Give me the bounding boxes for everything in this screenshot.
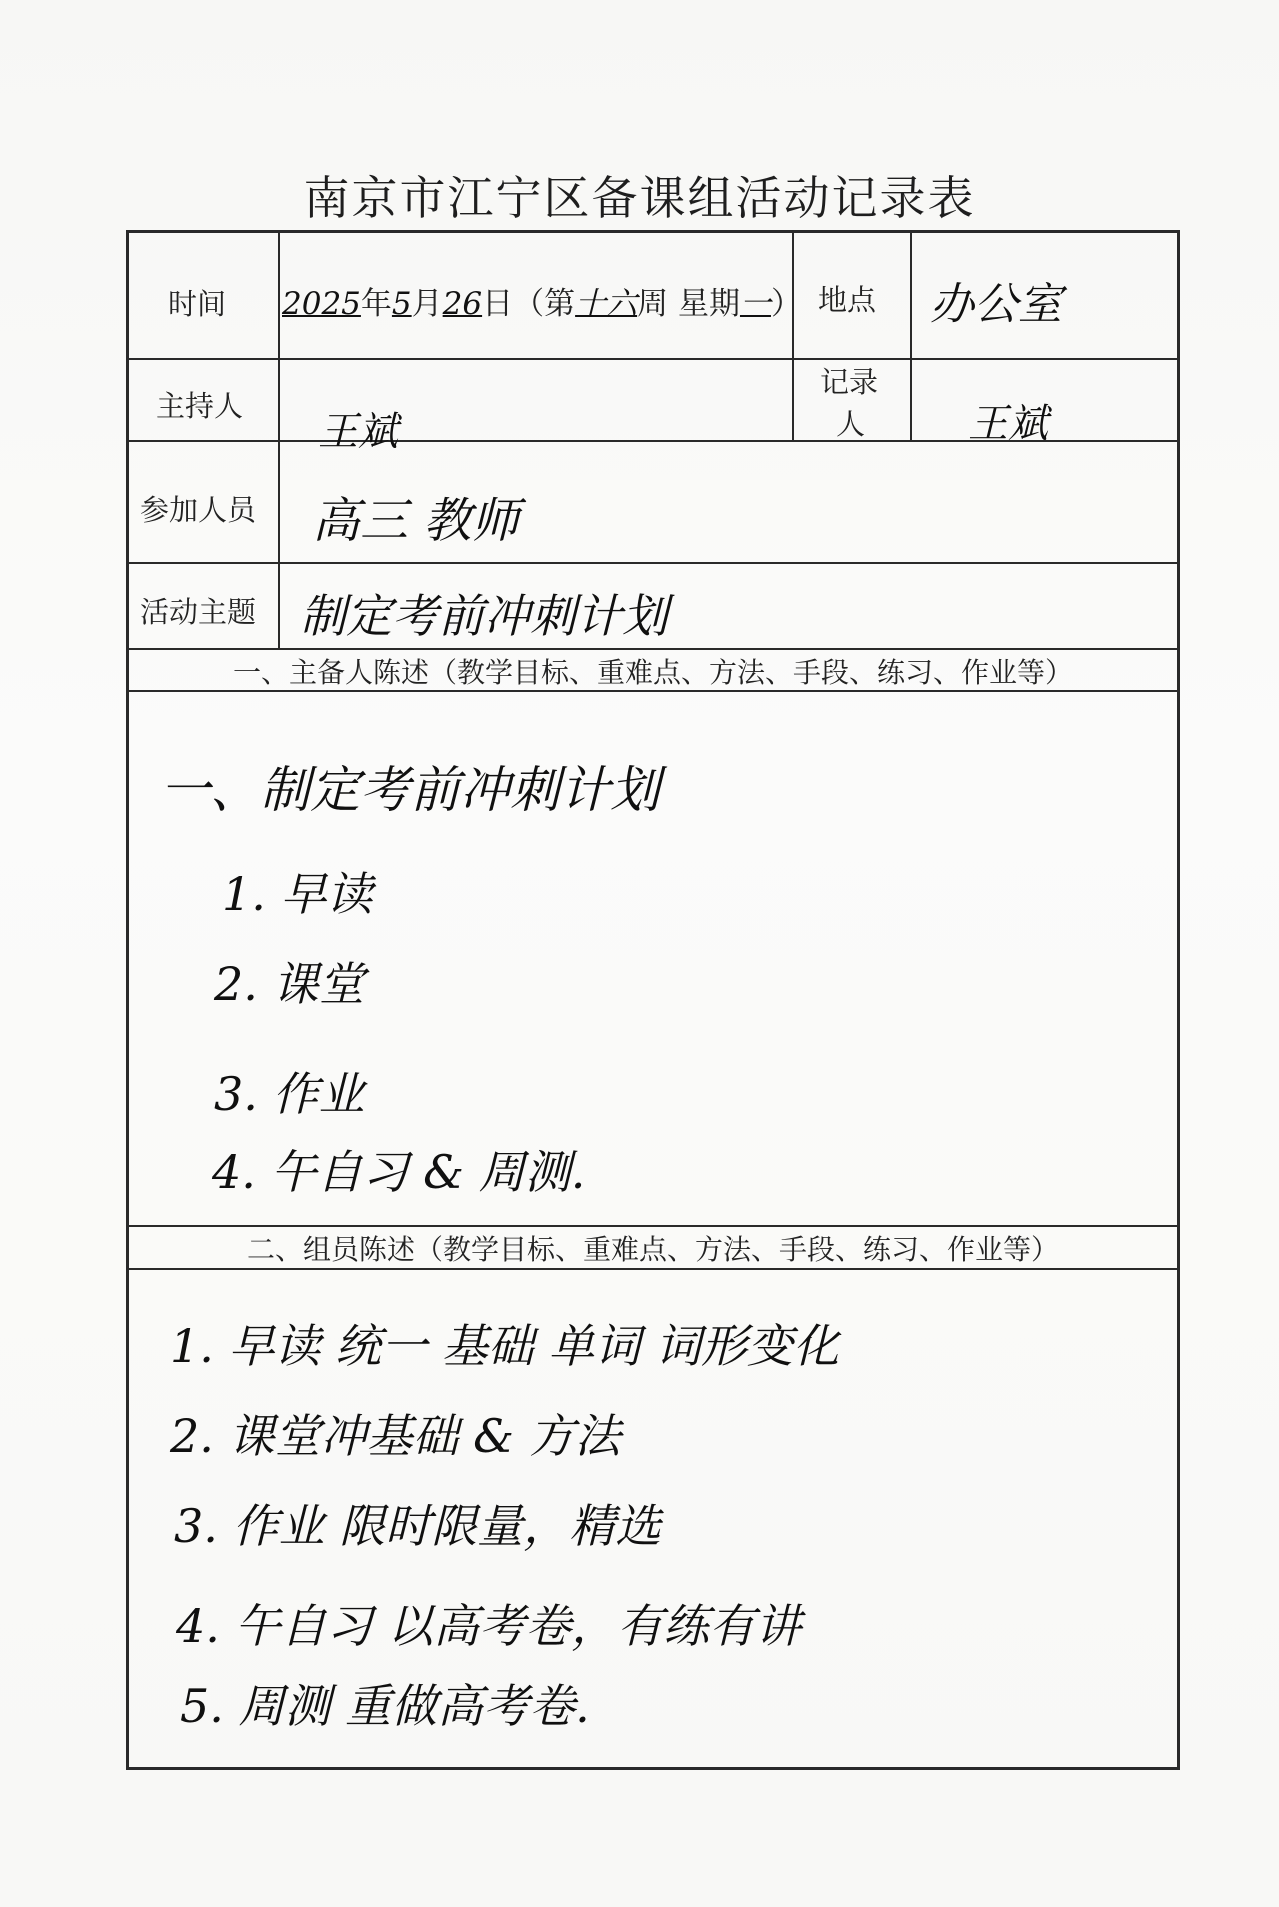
date-close: ） (770, 286, 802, 322)
recorder-label-line2: 人 (836, 407, 866, 441)
recorder-label-line1: 记录 (820, 365, 879, 399)
date-day: 26 (442, 286, 483, 322)
participants-label: 参加人员 (140, 493, 257, 527)
section2-item: 5. 周测 重做高考卷. (180, 1679, 590, 1733)
column-divider (278, 230, 280, 648)
section2-item: 3. 作业 限时限量，精选 (174, 1499, 662, 1553)
column-divider (792, 230, 794, 440)
date-year: 2025 (282, 286, 361, 322)
recorder-value: 王斌 (968, 401, 1048, 447)
form-title: 南京市江宁区备课组活动记录表 (303, 171, 976, 225)
row-divider (126, 562, 1180, 564)
location-value: 办公室 (930, 279, 1062, 330)
date-month-suffix: 月 (411, 286, 443, 322)
participants-value: 高三 教师 (312, 493, 520, 549)
section1-item: 2. 课堂 (214, 957, 365, 1011)
section2-item: 4. 午自习 以高考卷，有练有讲 (176, 1599, 802, 1653)
topic-label: 活动主题 (140, 595, 257, 629)
row-divider (126, 648, 1180, 650)
section1-item: 1. 早读 (222, 867, 373, 921)
section2-heading: 二、组员陈述（教学目标、重难点、方法、手段、练习、作业等） (246, 1233, 1059, 1266)
row-divider (126, 1268, 1180, 1270)
date-day-suffix: 日（第 (482, 286, 576, 322)
host-label: 主持人 (156, 389, 244, 423)
date-year-suffix: 年 (360, 286, 392, 322)
row-divider (126, 1225, 1180, 1227)
topic-value: 制定考前冲刺计划 (300, 589, 668, 643)
section1-heading: 一、主备人陈述（教学目标、重难点、方法、手段、练习、作业等） (232, 656, 1073, 689)
host-value: 王斌 (318, 409, 398, 455)
section1-item: 3. 作业 (214, 1067, 365, 1121)
date-month: 5 (391, 286, 412, 322)
section1-item: 4. 午自习 & 周测. (212, 1145, 586, 1199)
date-week-suffix: 周 星期 (637, 286, 740, 322)
date-weekday: 一 (739, 286, 771, 322)
time-label: 时间 (168, 287, 227, 321)
section1-title: 一、制定考前冲刺计划 (160, 761, 660, 819)
section2-item: 2. 课堂冲基础 & 方法 (170, 1409, 621, 1463)
column-divider (910, 230, 912, 440)
row-divider (126, 358, 1180, 360)
date-field (282, 278, 802, 323)
date-week: 十六 (575, 286, 638, 322)
section2-item: 1. 早读 统一 基础 单词 词形变化 (170, 1319, 839, 1373)
location-label: 地点 (818, 283, 877, 317)
